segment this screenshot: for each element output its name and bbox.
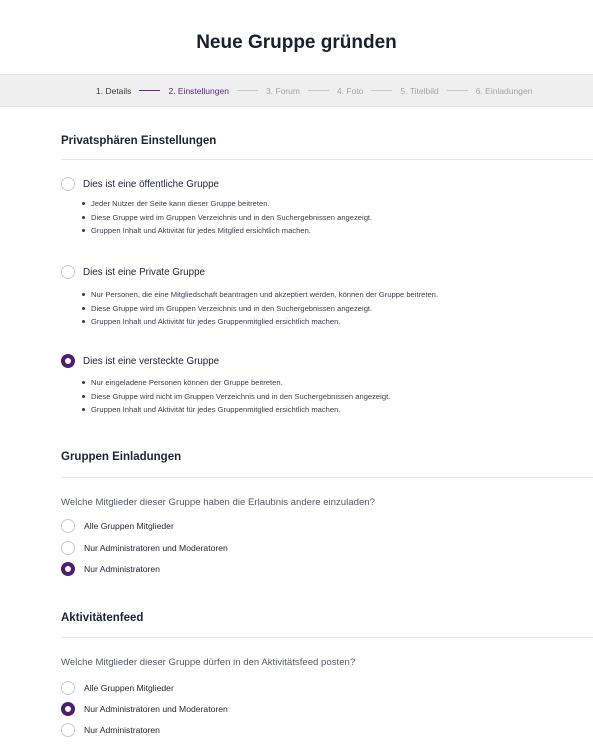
invite-option-admins-mods[interactable]: [61, 541, 228, 555]
invite-option-all-members[interactable]: [61, 519, 174, 533]
list-item: Gruppen Inhalt und Aktivität für jedes Gruppenmitglied ersichtlich machen.: [82, 315, 438, 329]
invite-option-label: Alle Gruppen Mitglieder: [84, 521, 174, 531]
privacy-hidden-details: [82, 376, 390, 417]
radio-public[interactable]: [61, 177, 75, 191]
activity-option-label: Nur Administratoren: [84, 725, 160, 735]
step-connector: [447, 90, 468, 91]
step-cover-image[interactable]: 5. Titelbild: [400, 85, 439, 96]
step-settings[interactable]: 2. Einstellungen: [168, 85, 229, 96]
activity-option-label: Alle Gruppen Mitglieder: [84, 683, 174, 693]
activity-option-label: Nur Administratoren und Moderatoren: [84, 704, 228, 714]
step-forum[interactable]: 3. Forum: [265, 85, 300, 96]
activity-option-all-members[interactable]: [61, 681, 174, 695]
radio-invite-admins-mods[interactable]: [61, 541, 75, 555]
radio-private[interactable]: [61, 265, 75, 279]
invite-option-label: Nur Administratoren und Moderatoren: [84, 543, 228, 553]
section-divider: [61, 477, 593, 478]
activity-section-title: Aktivitätenfeed: [61, 612, 144, 624]
radio-invite-admins[interactable]: [61, 562, 75, 576]
list-item: Gruppen Inhalt und Aktivität für jedes Mitglied ersichtlich machen.: [82, 224, 372, 238]
privacy-section-title: Privatsphären Einstellungen: [61, 135, 217, 147]
list-item: Diese Gruppe wird im Gruppen Verzeichnis und in den Suchergebnissen angezeigt.: [82, 302, 438, 316]
radio-hidden[interactable]: [61, 354, 75, 368]
privacy-option-label: Dies ist eine Private Gruppe: [83, 266, 205, 278]
radio-activity-admins[interactable]: [61, 723, 75, 737]
list-item: Diese Gruppe wird nicht im Gruppen Verzeichnis und in den Suchergebnissen angezeigt.: [82, 390, 390, 404]
invitations-question: Welche Mitglieder dieser Gruppe haben die Erlaubnis andere einzuladen?: [61, 497, 375, 508]
activity-option-admins[interactable]: [61, 723, 160, 737]
wizard-steps: [0, 74, 593, 107]
invite-option-admins[interactable]: [61, 562, 160, 576]
radio-activity-all[interactable]: [61, 681, 75, 695]
list-item: Jeder Nutzer der Seite kann dieser Gruppe beitreten.: [82, 197, 372, 211]
step-connector: [308, 90, 329, 91]
list-item: Diese Gruppe wird im Gruppen Verzeichnis und in den Suchergebnissen angezeigt.: [82, 211, 372, 225]
step-photo[interactable]: 4. Foto: [336, 85, 364, 96]
section-divider: [61, 159, 593, 160]
privacy-option-private[interactable]: [61, 265, 205, 279]
step-details[interactable]: 1. Details: [96, 85, 132, 96]
privacy-private-details: [82, 288, 438, 329]
list-item: Gruppen Inhalt und Aktivität für jedes Gruppenmitglied ersichtlich machen.: [82, 403, 390, 417]
privacy-option-public[interactable]: [61, 177, 219, 191]
radio-invite-all[interactable]: [61, 519, 75, 533]
list-item: Nur Personen, die eine Mitgliedschaft beantragen und akzeptiert werden, können der Gruppe beitreten.: [82, 288, 438, 302]
invite-option-label: Nur Administratoren: [84, 564, 160, 574]
step-connector: [237, 90, 258, 91]
activity-question: Welche Mitglieder dieser Gruppe dürfen in den Aktivitätsfeed posten?: [61, 657, 356, 668]
privacy-option-label: Dies ist eine versteckte Gruppe: [83, 355, 220, 367]
invitations-section-title: Gruppen Einladungen: [61, 451, 182, 463]
step-connector: [139, 90, 160, 91]
privacy-public-details: [82, 197, 372, 238]
step-connector: [371, 90, 392, 91]
list-item: Nur eingeladene Personen können der Gruppe beitreten.: [82, 376, 390, 390]
section-divider: [61, 637, 593, 638]
step-invitations[interactable]: 6. Einladungen: [475, 85, 533, 96]
page-title: Neue Gruppe gründen: [196, 32, 397, 53]
radio-activity-admins-mods[interactable]: [61, 702, 75, 716]
privacy-option-label: Dies ist eine öffentliche Gruppe: [83, 178, 219, 190]
privacy-option-hidden[interactable]: [61, 354, 219, 368]
activity-option-admins-mods[interactable]: [61, 702, 228, 716]
